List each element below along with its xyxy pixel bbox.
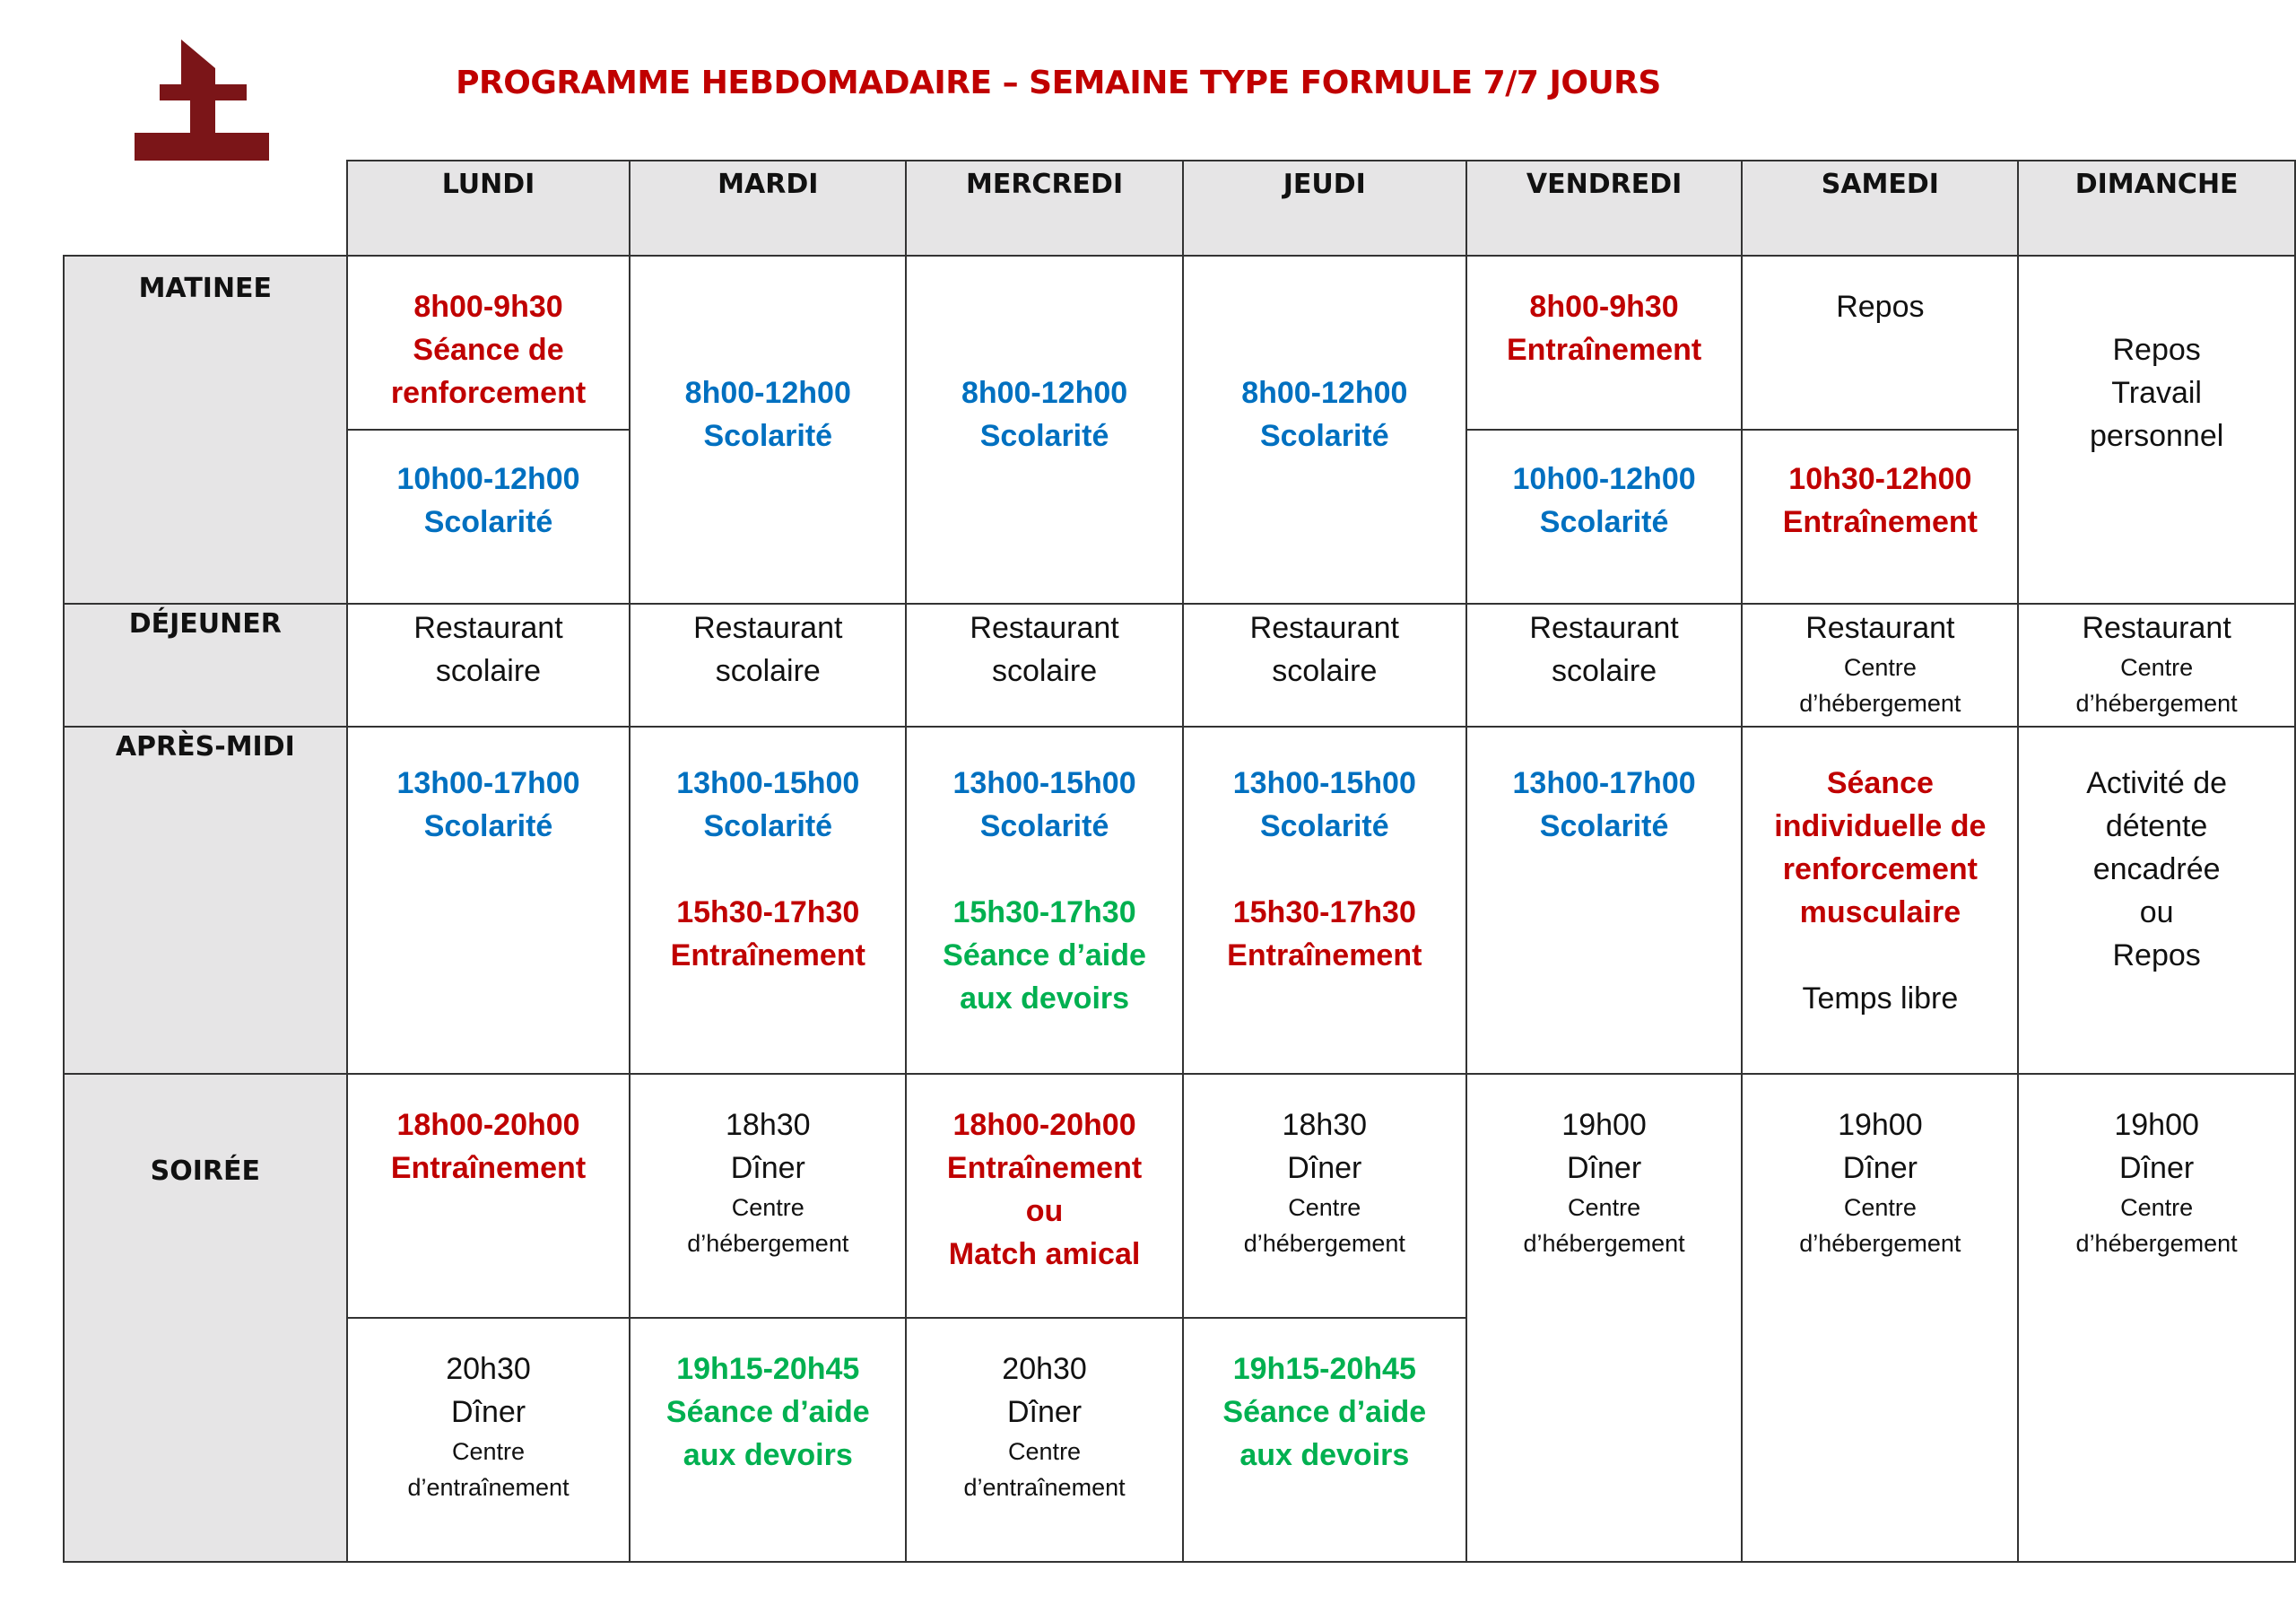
matinee-jeudi: 8h00-12h00 Scolarité (1183, 256, 1466, 604)
day-header-mardi: MARDI (630, 161, 906, 256)
dejeuner-vendredi: Restaurant scolaire (1466, 604, 1743, 727)
apres-midi-lundi: 13h00-17h00 Scolarité (347, 727, 631, 1074)
matinee-samedi-entrainement: 10h30-12h00 Entraînement (1742, 430, 2018, 604)
day-header-samedi: SAMEDI (1742, 161, 2018, 256)
dejeuner-jeudi: Restaurant scolaire (1183, 604, 1466, 727)
apres-midi-mercredi: 13h00-15h00 Scolarité 15h30-17h30 Séance d’aide aux devoirs (906, 727, 1183, 1074)
dejeuner-dimanche: Restaurant Centre d’hébergement (2018, 604, 2295, 727)
period-header-dejeuner: DÉJEUNER (64, 604, 347, 727)
soiree-lundi-entrainement: 18h00-20h00 Entraînement (347, 1074, 631, 1318)
day-header-vendredi: VENDREDI (1466, 161, 1743, 256)
period-header-soiree: SOIRÉE (64, 1074, 347, 1562)
dejeuner-mercredi: Restaurant scolaire (906, 604, 1183, 727)
day-header-lundi: LUNDI (347, 161, 631, 256)
matinee-vendredi-entrainement: 8h00-9h30 Entraînement (1466, 256, 1743, 430)
soiree-mardi-diner: 18h30 Dîner Centre d’hébergement (630, 1074, 906, 1318)
matinee-mercredi: 8h00-12h00 Scolarité (906, 256, 1183, 604)
day-header-dimanche: DIMANCHE (2018, 161, 2295, 256)
soiree-samedi: 19h00 Dîner Centre d’hébergement (1742, 1074, 2018, 1562)
apres-midi-samedi: Séance individuelle de renforcement musculaire Temps libre (1742, 727, 2018, 1074)
apres-midi-mardi: 13h00-15h00 Scolarité 15h30-17h30 Entraînement (630, 727, 906, 1074)
soiree-mercredi-diner: 20h30 Dîner Centre d’entraînement (906, 1318, 1183, 1562)
period-header-apres-midi: APRÈS-MIDI (64, 727, 347, 1074)
matinee-dimanche: Repos Travail personnel (2018, 256, 2295, 604)
period-header-matinee: MATINEE (64, 256, 347, 604)
day-header-jeudi: JEUDI (1183, 161, 1466, 256)
soiree-mardi-aide-devoirs: 19h15-20h45 Séance d’aide aux devoirs (630, 1318, 906, 1562)
weekly-schedule-table (63, 160, 2296, 1563)
dejeuner-lundi: Restaurant scolaire (347, 604, 631, 727)
soiree-vendredi: 19h00 Dîner Centre d’hébergement (1466, 1074, 1743, 1562)
matinee-vendredi-scolarite: 10h00-12h00 Scolarité (1466, 430, 1743, 604)
day-header-mercredi: MERCREDI (906, 161, 1183, 256)
matinee-lundi-scolarite: 10h00-12h00 Scolarité (347, 430, 631, 604)
soiree-jeudi-diner: 18h30 Dîner Centre d’hébergement (1183, 1074, 1466, 1318)
matinee-samedi-repos: Repos (1742, 256, 2018, 430)
apres-midi-vendredi: 13h00-17h00 Scolarité (1466, 727, 1743, 1074)
soiree-jeudi-aide-devoirs: 19h15-20h45 Séance d’aide aux devoirs (1183, 1318, 1466, 1562)
apres-midi-jeudi: 13h00-15h00 Scolarité 15h30-17h30 Entraînement (1183, 727, 1466, 1074)
apres-midi-dimanche: Activité de détente encadrée ou Repos (2018, 727, 2295, 1074)
matinee-lundi-renforcement: 8h00-9h30 Séance de renforcement (347, 256, 631, 430)
corner-cell (64, 161, 347, 256)
soiree-lundi-diner: 20h30 Dîner Centre d’entraînement (347, 1318, 631, 1562)
days-header-row (64, 161, 2295, 256)
page-title: PROGRAMME HEBDOMADAIRE – SEMAINE TYPE FORMULE 7/7 JOURS (456, 65, 1661, 101)
dejeuner-samedi: Restaurant Centre d’hébergement (1742, 604, 2018, 727)
dejeuner-mardi: Restaurant scolaire (630, 604, 906, 727)
soiree-mercredi-entrainement: 18h00-20h00 Entraînement ou Match amical (906, 1074, 1183, 1318)
soiree-dimanche: 19h00 Dîner Centre d’hébergement (2018, 1074, 2295, 1562)
matinee-mardi: 8h00-12h00 Scolarité (630, 256, 906, 604)
